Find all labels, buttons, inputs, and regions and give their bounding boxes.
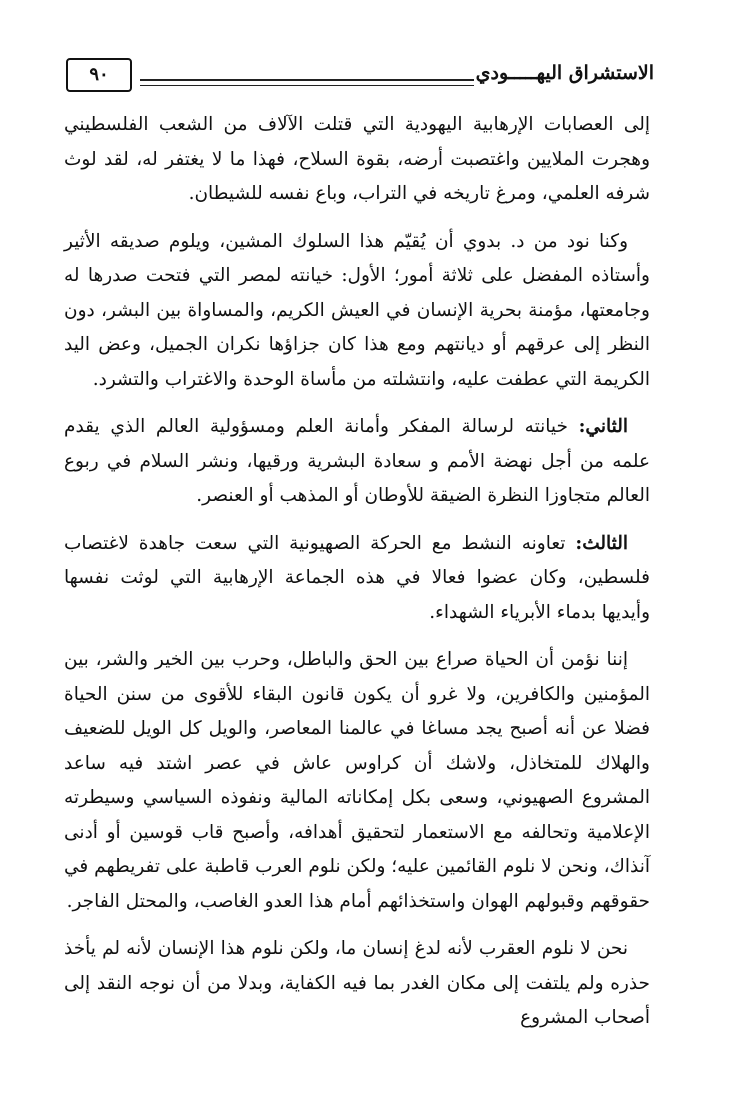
paragraph-text: إلى العصابات الإرهابية اليهودية التي قتلت الآلاف من الشعب الفلسطيني وهجرت الملايين واغتصبت أرضه، بقوة السلاح، فهذا ما لا يغتفر له، لقد لوث شرفه العلمي، ومرغ تاريخه في التراب، وباع نفسه للشيطان. — [64, 114, 650, 204]
paragraph-text: خيانته لرسالة المفكر وأمانة العلم ومسؤولية العالم الذي يقدم علمه من أجل نهضة الأمم و سعادة البشرية ورقيها، ونشر السلام في ربوع العالم متجاوزا النظرة الضيقة للأوطان أو المذهب أو العنصر. — [64, 416, 650, 506]
body-text — [64, 108, 650, 1049]
header-rule-thin — [140, 85, 474, 86]
page-number: ٩٠ — [89, 64, 109, 85]
paragraph-5 — [64, 643, 650, 919]
paragraph-text: نحن لا نلوم العقرب لأنه لدغ إنسان ما، ولكن نلوم هذا الإنسان لأنه لم يأخذ حذره ولم يلتفت إلى مكان الغدر بما فيه الكفاية، وبدلا من أن نوجه النقد إلى أصحاب المشروع — [64, 938, 650, 1028]
running-title: الاستشراق اليهـــــودي — [475, 62, 654, 84]
paragraph-2 — [64, 225, 650, 398]
page-number-box — [66, 58, 132, 92]
paragraph-text: إننا نؤمن أن الحياة صراع بين الحق والباطل، وحرب بين الخير والشر، بين المؤمنين والكافرين، ولا غرو أن يكون قانون البقاء للأقوى من سنن الحياة فضلا عن أنه أصبح يجد مساغا في عالمنا المعاصر، والويل كل الويل للضعيف والهلاك للمتخاذل، ولاشك أن كراوس عاش في عصر اشتد فيه ساعد المشروع الصهيوني، وسعى بكل إمكاناته المالية ونفوذه السياسي وسيطرته الإعلامية وتحالفه مع الاستعمار لتحقيق أهدافه، وأصبح قاب قوسين أو أدنى آنذاك، ونحن لا نلوم القائمين عليه؛ ولكن نلوم العرب قاطبة على تفريطهم في حقوقهم وقبولهم الهوان واستخذائهم أمام هذا العدو الغاصب، والمحتل الفاجر. — [64, 649, 650, 912]
paragraph-text: وكنا نود من د. بدوي أن يُقيّم هذا السلوك المشين، ويلوم صديقه الأثير وأستاذه المفضل على ثلاثة أمور؛ الأول: خيانته لمصر التي فتحت صدرها له وجامعتها، مؤمنة بحرية الإنسان في العيش الكريم، والمساواة بين البشر، دون النظر إلى عرقهم أو ديانتهم ومع هذا كان جزاؤها نكران الجميل، وعض اليد الكريمة التي عطفت عليه، وانتشلته من مأساة الوحدة والاغتراب والتشرد. — [64, 230, 650, 390]
paragraph-6 — [64, 932, 650, 1036]
paragraph-lead: الثالث: — [575, 532, 628, 554]
header-rule — [140, 79, 474, 81]
paragraph-lead: الثاني: — [578, 416, 628, 437]
page-header — [66, 58, 654, 94]
paragraph-4 — [64, 527, 650, 631]
paragraph-text: تعاونه النشط مع الحركة الصهيونية التي سعت جاهدة لاغتصاب فلسطين، وكان عضوا فعالا في هذه الجماعة الإرهابية التي لوثت نفسها وأيديها بدماء الأبرياء الشهداء. — [64, 532, 650, 623]
paragraph-1 — [64, 108, 650, 212]
paragraph-3 — [64, 410, 650, 514]
